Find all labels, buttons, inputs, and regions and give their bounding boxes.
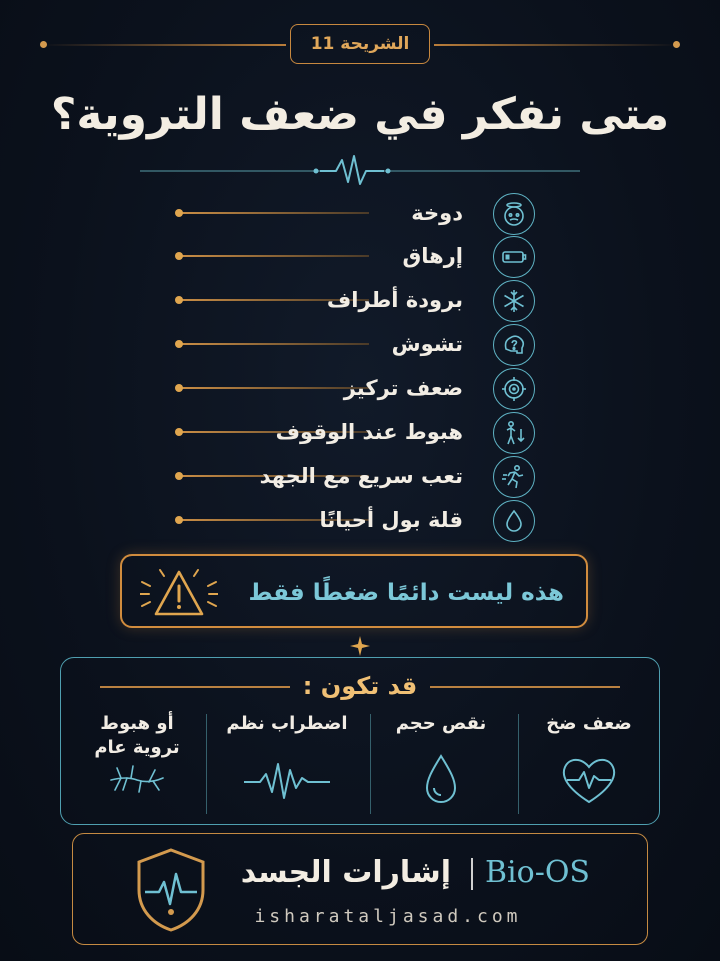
low-battery-icon <box>493 236 535 278</box>
row-connector-line <box>181 212 369 214</box>
row-connector-line <box>181 255 369 257</box>
water-drop-icon <box>421 752 461 808</box>
vessels-icon <box>107 762 167 796</box>
dizzy-face-icon <box>493 193 535 235</box>
sparkle-icon <box>350 636 370 656</box>
warning-triangle-icon <box>140 566 218 620</box>
symptom-label: برودة أطراف <box>326 288 463 312</box>
row-connector-line <box>181 387 369 389</box>
heart-pulse-icon <box>557 752 621 808</box>
symptom-row <box>175 280 535 320</box>
cause-label: نقص حجم <box>395 713 487 734</box>
brand-english-name: Bio-OS <box>485 855 590 890</box>
symptom-label: دوخة <box>411 201 463 225</box>
divider-dot-right <box>673 41 680 48</box>
top-divider-left <box>42 44 286 46</box>
snowflake-icon <box>493 280 535 322</box>
causes-title: قد تكون : <box>302 672 418 700</box>
brand-website-link[interactable]: isharataljasad.com <box>254 906 522 927</box>
cause-label: ضعف ضخ <box>546 713 632 734</box>
symptom-row <box>175 193 535 233</box>
warning-box <box>120 554 588 628</box>
row-bullet <box>175 209 183 217</box>
cause-label: اضطراب نظم <box>226 713 348 734</box>
brand-arabic-name: إشارات الجسد <box>240 855 451 890</box>
cause-item <box>366 712 516 818</box>
row-bullet <box>175 472 183 480</box>
slide-number-badge: الشريحة 11 <box>290 24 430 64</box>
symptom-label: ضعف تركيز <box>343 376 463 400</box>
pulse-divider-icon <box>140 154 580 188</box>
target-icon <box>493 368 535 410</box>
cause-label: أو هبوط <box>100 713 174 734</box>
symptom-label: هبوط عند الوقوف <box>275 420 463 444</box>
cause-item <box>62 712 212 818</box>
drop-icon <box>493 500 535 542</box>
symptom-label: تشوش <box>391 332 463 356</box>
row-bullet <box>175 516 183 524</box>
symptom-label: قلة بول أحيانًا <box>319 508 463 532</box>
cause-label-line2: تروية عام <box>94 737 180 758</box>
symptom-label: إرهاق <box>402 244 463 268</box>
causes-header <box>60 664 660 708</box>
row-bullet <box>175 296 183 304</box>
symptom-row <box>175 324 535 364</box>
standing-person-icon <box>493 412 535 454</box>
row-bullet <box>175 428 183 436</box>
row-connector-line <box>181 343 369 345</box>
running-person-icon <box>493 456 535 498</box>
row-bullet <box>175 252 183 260</box>
symptom-row <box>175 368 535 408</box>
cause-divider <box>370 714 371 814</box>
cause-item <box>212 712 362 818</box>
symptom-row <box>175 500 535 540</box>
brand-separator <box>471 858 473 890</box>
symptom-row <box>175 456 535 496</box>
warning-text: هذه ليست دائمًا ضغطًا فقط <box>248 580 564 606</box>
brand-footer <box>72 833 648 945</box>
shield-pulse-logo-icon <box>131 846 211 934</box>
cause-divider <box>518 714 519 814</box>
symptom-label: تعب سريع مع الجهد <box>259 464 463 488</box>
page-title: متى نفكر في ضعف التروية؟ <box>50 89 670 140</box>
row-bullet <box>175 384 183 392</box>
row-bullet <box>175 340 183 348</box>
ecg-wave-icon <box>242 752 332 808</box>
top-divider-right <box>434 44 678 46</box>
cause-item <box>514 712 664 818</box>
confused-head-icon <box>493 324 535 366</box>
symptom-row <box>175 236 535 276</box>
symptom-row <box>175 412 535 452</box>
divider-dot-left <box>40 41 47 48</box>
